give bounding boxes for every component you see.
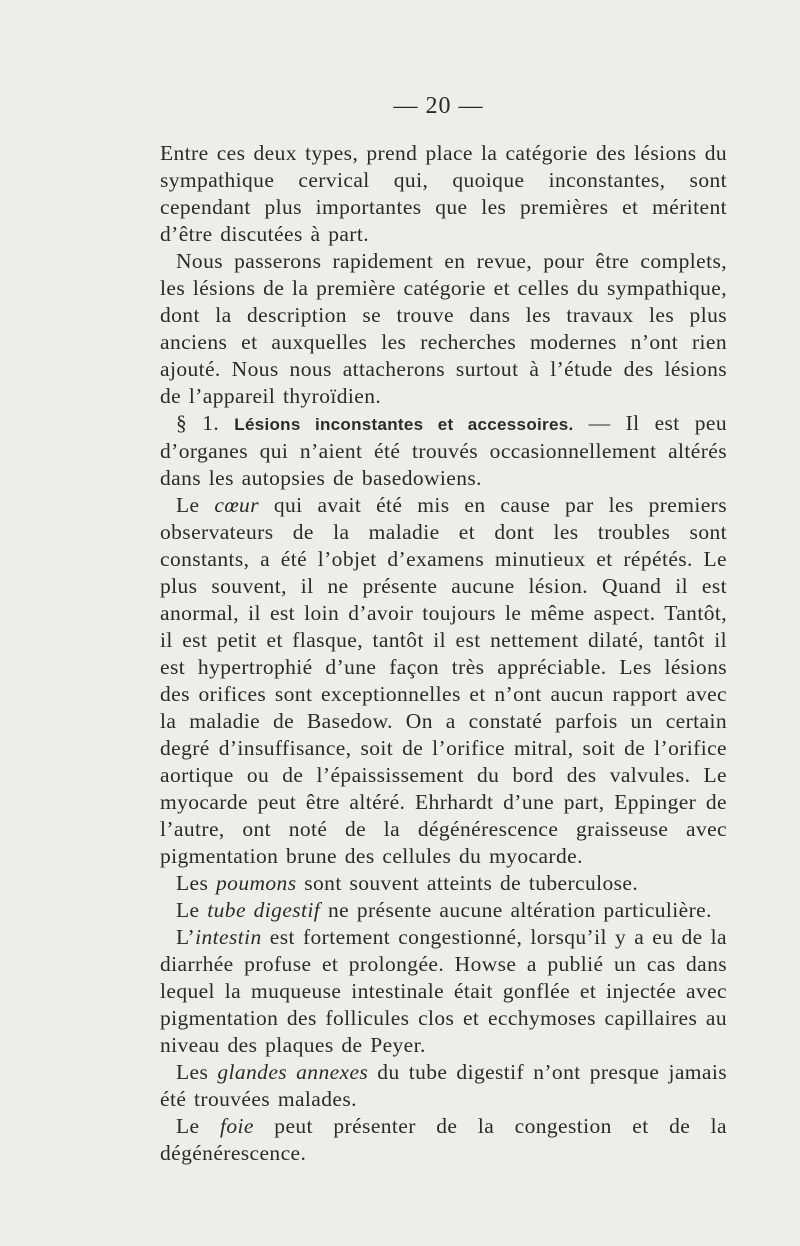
section-text: — Il est peu d’organes qui n’aient été trouvés occasionnellement altérés dans les autopsies de basedowiens.: [160, 411, 728, 490]
lead-word: Les: [176, 871, 217, 895]
organ-term-glands: glandes annexes: [217, 1060, 369, 1084]
paragraph-glands: [160, 1059, 727, 1113]
paragraph-intestine: [160, 924, 727, 1059]
lead-word: L’: [176, 925, 196, 949]
paragraph-liver: [160, 1113, 727, 1167]
paragraph-text: est fortement congestionné, lorsqu’il y a eu de la diarrhée profuse et prolongée. Howse a publié un cas dans lequel la muqueuse intestinale était gonflée et injectée avec pigmentation des follicules clos et ecchymoses capillaires au niveau des plaques de Peyer.: [160, 925, 727, 1057]
paragraph-intro: Entre ces deux types, prend place la catégorie des lésions du sympathique cervical qui, quoique inconstantes, sont cependant plus importantes que les premières et méritent d’être discutées à part.: [160, 141, 727, 246]
organ-term-lungs: poumons: [216, 871, 297, 895]
organ-term-intestine: intestin: [195, 925, 262, 949]
paragraph-lungs: [160, 870, 727, 897]
book-page: [160, 92, 727, 1167]
paragraph-text: peut présenter de la congestion et de la dégénérescence.: [160, 1114, 727, 1165]
paragraph-text: qui avait été mis en cause par les premiers observateurs de la maladie et dont les troubles sont constants, a été l’objet d’examens minutieux et répétés. Le plus souvent, il ne présente aucune lésion. Quand il est anormal, il est loin d’avoir toujours le même aspect. Tantôt, il est petit et flasque, tantôt il est nettement dilaté, tantôt il est hypertrophié d’une façon très appréciable. Les lésions des orifices sont exceptionnelles et n’ont aucun rapport avec la maladie de Basedow. On a constaté parfois un certain degré d’insuffisance, soit de l’orifice mitral, soit de l’orifice aortique ou de l’épaississement du bord des valvules. Le myocarde peut être altéré. Ehrhardt d’une part, Eppinger de l’autre, ont noté de la dégénérescence graisseuse avec pigmentation brune des cellules du myocarde.: [160, 493, 727, 868]
paragraph-section-1: [160, 410, 727, 492]
organ-term-heart: cœur: [214, 493, 259, 517]
paragraph-text: du tube digestif n’ont presque jamais été trouvées malades.: [160, 1060, 727, 1111]
lead-word: Le: [176, 898, 208, 922]
paragraph-digestive-tract: [160, 897, 727, 924]
paragraph-text: sont souvent atteints de tuberculose.: [296, 871, 639, 895]
page-number: — 20 —: [393, 93, 484, 119]
lead-word: Le: [176, 1114, 220, 1138]
organ-term-liver: foie: [219, 1114, 254, 1138]
paragraph-overview: Nous passerons rapidement en revue, pour être complets, les lésions de la première catégorie et celles du sympathique, dont la description se trouve dans les travaux les plus anciens et auxquelles les recherches modernes n’ont rien ajouté. Nous nous attacherons surtout à l’étude des lésions de l’appareil thyroïdien.: [160, 249, 727, 408]
lead-word: Le: [176, 493, 215, 517]
section-heading: Lésions inconstantes et accessoires.: [234, 415, 574, 434]
paragraph-text: ne présente aucune altération particulière.: [320, 898, 712, 922]
paragraph-heart: [160, 492, 727, 870]
organ-term-digestive-tract: tube digestif: [207, 898, 321, 922]
section-sign: § 1.: [176, 411, 220, 435]
lead-word: Les: [176, 1060, 218, 1084]
